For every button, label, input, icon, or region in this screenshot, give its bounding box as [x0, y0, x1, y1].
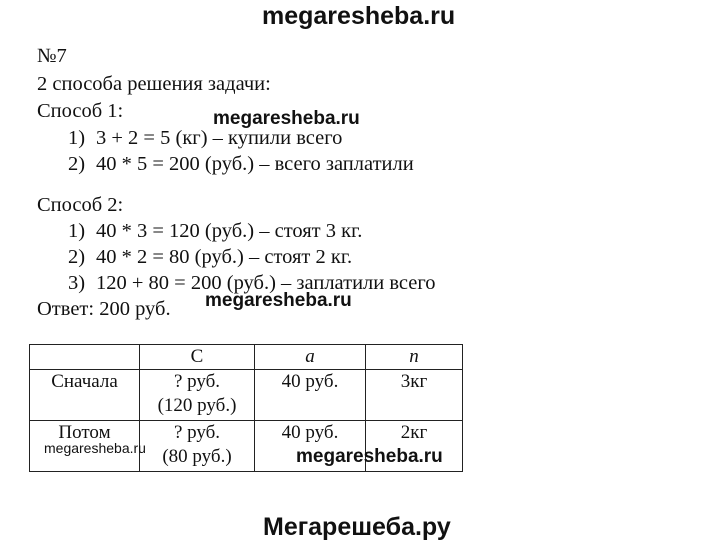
method1-title: Способ 1:	[37, 100, 124, 122]
method2-step	[68, 219, 362, 243]
cost-value: (80 руб.)	[162, 446, 232, 467]
table-header-row	[30, 345, 463, 370]
table-header-cell: С	[140, 345, 255, 370]
quantity-cell: 3кг	[366, 370, 463, 421]
watermark-top: megaresheba.ru	[262, 2, 456, 30]
step-text: 40 * 5 = 200 (руб.) – всего заплатили	[96, 153, 414, 175]
cost-unknown: ? руб.	[173, 422, 221, 443]
table-header-cell: а	[255, 345, 366, 370]
step-text: 40 * 2 = 80 (руб.) – стоят 2 кг.	[96, 246, 353, 268]
price-cell: 40 руб.	[255, 421, 366, 472]
watermark-middle: megaresheba.ru	[213, 108, 360, 129]
table-row	[30, 370, 463, 421]
cost-unknown: ? руб.	[173, 371, 221, 392]
step-number: 2)	[68, 153, 86, 175]
step-number: 1)	[68, 220, 86, 242]
step-text: 3 + 2 = 5 (кг) – купили всего	[96, 127, 343, 149]
method1-step	[68, 152, 414, 176]
problem-number: №7	[37, 45, 67, 67]
cost-cell	[140, 370, 255, 421]
row-label: Сначала	[30, 370, 140, 421]
answer: Ответ: 200 руб.	[37, 298, 171, 320]
table-header-cell: n	[366, 345, 463, 370]
cost-value: (120 руб.)	[157, 395, 237, 416]
quantity-cell: 2кг	[366, 421, 463, 472]
watermark-middle: megaresheba.ru	[205, 290, 352, 311]
step-text: 120 + 80 = 200 (руб.) – заплатили всего	[96, 272, 436, 294]
problem-intro: 2 способа решения задачи:	[37, 73, 271, 95]
method2-step	[68, 245, 352, 269]
watermark-table: megaresheba.ru	[296, 446, 443, 467]
step-text: 40 * 3 = 120 (руб.) – стоят 3 кг.	[96, 220, 363, 242]
method2-title: Способ 2:	[37, 194, 124, 216]
step-number: 2)	[68, 246, 86, 268]
table-header-cell	[30, 345, 140, 370]
price-cell: 40 руб.	[255, 370, 366, 421]
watermark-small: megaresheba.ru	[44, 440, 146, 456]
cost-cell	[140, 421, 255, 472]
watermark-bottom: Мегарешеба.ру	[263, 513, 451, 541]
row-label: Потом	[30, 421, 140, 472]
step-number: 3)	[68, 272, 86, 294]
step-number: 1)	[68, 127, 86, 149]
